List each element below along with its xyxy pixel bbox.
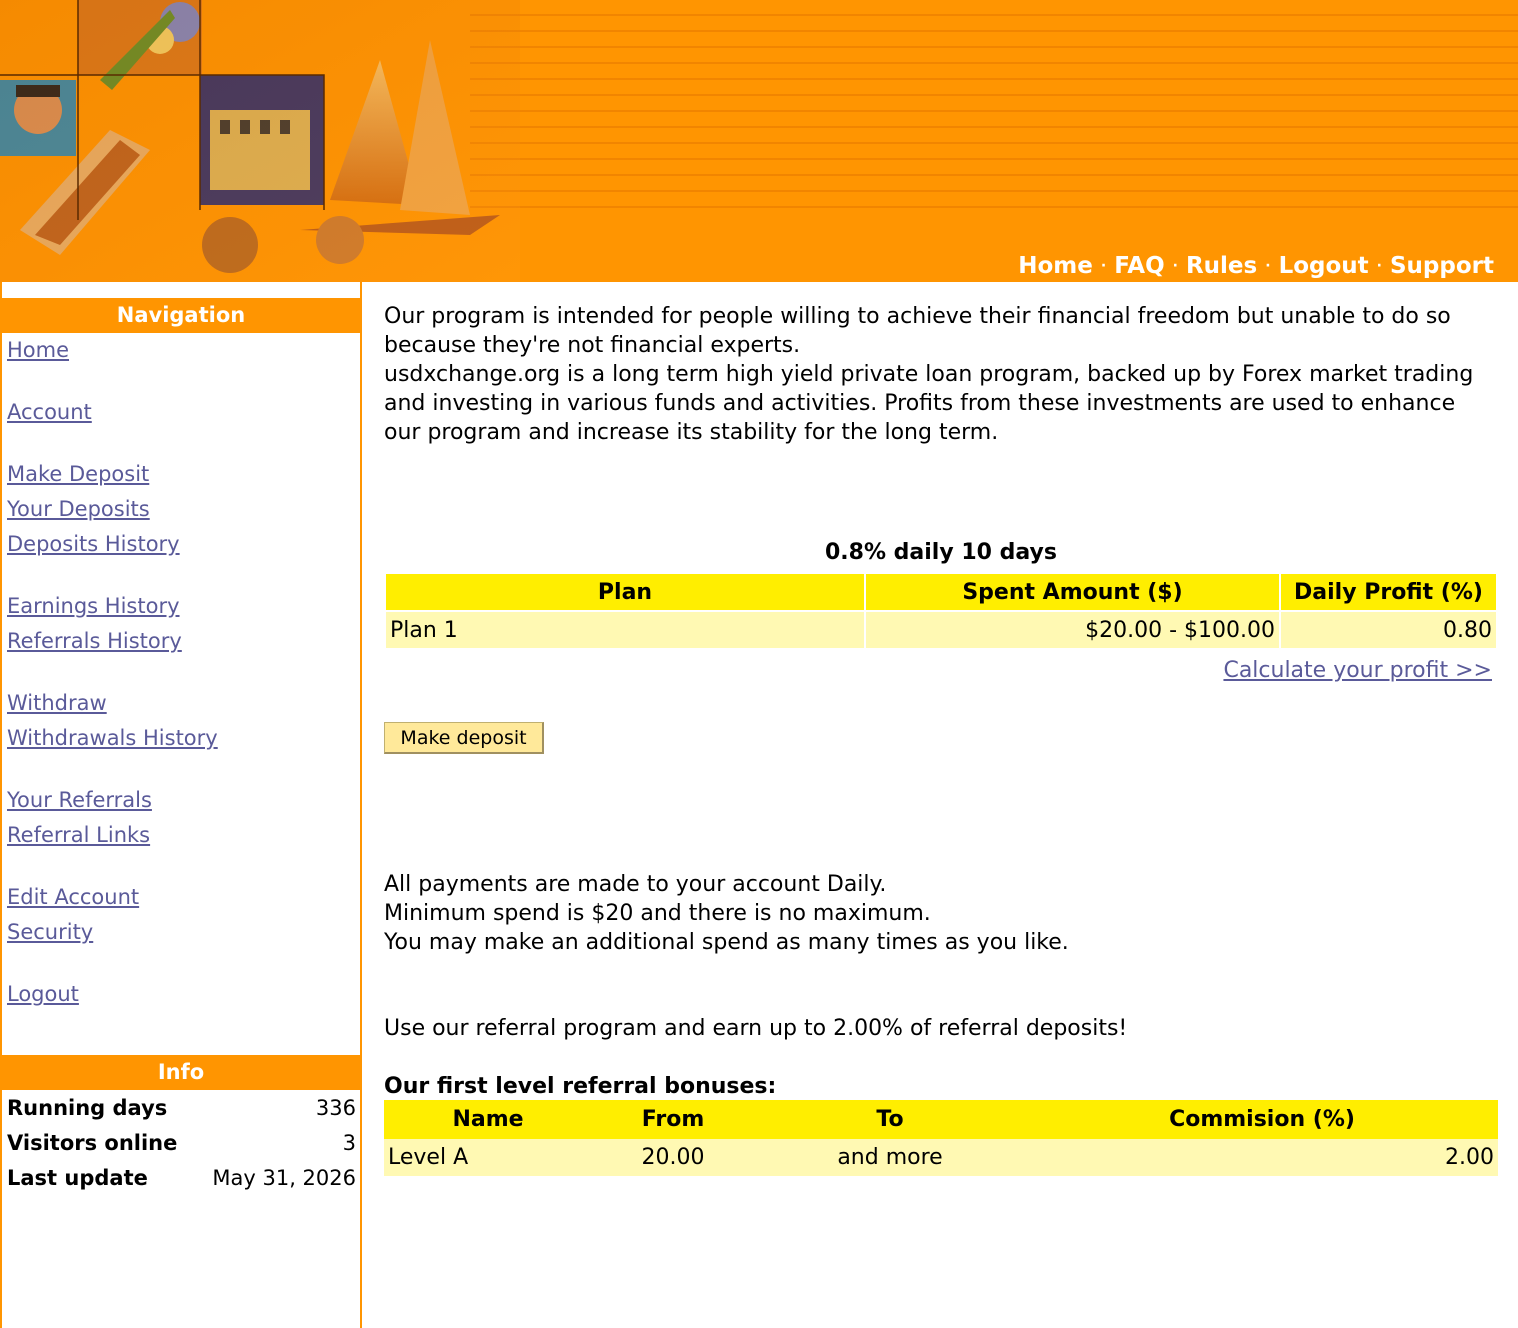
payments-line-3: You may make an additional spend as many times as you like. bbox=[384, 930, 1069, 955]
info-label: Last update bbox=[7, 1166, 148, 1190]
ref-header-commission: Commision (%) bbox=[1026, 1100, 1498, 1139]
top-navigation bbox=[1018, 252, 1494, 280]
ref-cell-name: Level A bbox=[384, 1139, 592, 1176]
referral-program-text: Use our referral program and earn up to 2.00% of referral deposits! bbox=[384, 1016, 1128, 1041]
navigation-heading: Navigation bbox=[2, 298, 360, 333]
info-heading: Info bbox=[2, 1055, 360, 1090]
plan-header-plan: Plan bbox=[386, 574, 864, 610]
calculate-profit-link[interactable]: Calculate your profit >> bbox=[1223, 658, 1492, 683]
ref-header-name: Name bbox=[384, 1100, 592, 1139]
plan-header-spent-amount: Spent Amount ($) bbox=[866, 574, 1279, 610]
plan-cell-name: Plan 1 bbox=[386, 612, 864, 648]
sidebar-link-account[interactable]: Account bbox=[7, 400, 92, 424]
ref-header-to: To bbox=[754, 1100, 1026, 1139]
sidebar-link-referral-links[interactable]: Referral Links bbox=[7, 823, 151, 847]
sidebar-link-withdraw[interactable]: Withdraw bbox=[7, 691, 107, 715]
topnav-logout-link[interactable]: Logout bbox=[1278, 253, 1369, 279]
site-header bbox=[0, 0, 1518, 282]
plan-header-daily-profit: Daily Profit (%) bbox=[1281, 574, 1496, 610]
plan-cell-amount: $20.00 - $100.00 bbox=[866, 612, 1279, 648]
ref-cell-from: 20.00 bbox=[592, 1139, 754, 1176]
topnav-home-link[interactable]: Home bbox=[1018, 253, 1093, 279]
sidebar-link-your-referrals[interactable]: Your Referrals bbox=[7, 788, 152, 812]
sidebar-link-edit-account[interactable]: Edit Account bbox=[7, 885, 140, 909]
payments-line-1: All payments are made to your account Daily. bbox=[384, 872, 887, 897]
sidebar-link-deposits-history[interactable]: Deposits History bbox=[7, 532, 180, 556]
payments-info bbox=[384, 870, 1498, 957]
topnav-faq-link[interactable]: FAQ bbox=[1114, 253, 1165, 279]
ref-header-from: From bbox=[592, 1100, 754, 1139]
referral-table bbox=[384, 1100, 1498, 1176]
table-row bbox=[386, 612, 1496, 648]
topnav-rules-link[interactable]: Rules bbox=[1185, 253, 1258, 279]
sidebar-link-referrals-history[interactable]: Referrals History bbox=[7, 629, 182, 653]
sidebar-link-your-deposits[interactable]: Your Deposits bbox=[7, 497, 150, 521]
plan-table bbox=[384, 572, 1498, 650]
sidebar-link-withdrawals-history[interactable]: Withdrawals History bbox=[7, 726, 218, 750]
make-deposit-button[interactable]: Make deposit bbox=[384, 722, 544, 754]
intro-paragraph-2: usdxchange.org is a long term high yield private loan program, backed up by Forex market trading and investing in various funds and activities. Profits from these investments are used to enhance our program and increase its stability for the long term. bbox=[384, 362, 1474, 445]
info-value: 3 bbox=[342, 1131, 356, 1155]
ref-cell-commission: 2.00 bbox=[1026, 1139, 1498, 1176]
info-value: May 31, 2026 bbox=[212, 1166, 356, 1190]
referral-bonuses-title: Our first level referral bonuses: bbox=[384, 1074, 777, 1099]
info-row-running-days bbox=[7, 1093, 356, 1123]
topnav-separator: · bbox=[1376, 258, 1382, 274]
header-collage-image bbox=[0, 0, 520, 282]
header-stripes bbox=[470, 0, 1518, 220]
plan-cell-profit: 0.80 bbox=[1281, 612, 1496, 648]
ref-cell-to: and more bbox=[754, 1139, 1026, 1176]
sidebar-link-logout[interactable]: Logout bbox=[7, 982, 79, 1006]
topnav-separator: · bbox=[1265, 258, 1271, 274]
payments-line-2: Minimum spend is $20 and there is no maximum. bbox=[384, 901, 931, 926]
intro-text bbox=[384, 302, 1498, 447]
topnav-separator: · bbox=[1100, 258, 1107, 274]
sidebar-link-make-deposit[interactable]: Make Deposit bbox=[7, 462, 150, 486]
sidebar-link-home[interactable]: Home bbox=[7, 338, 70, 362]
sidebar-link-security[interactable]: Security bbox=[7, 920, 94, 944]
info-row-last-update bbox=[7, 1163, 356, 1193]
left-sidebar bbox=[0, 282, 362, 1328]
info-label: Visitors online bbox=[7, 1131, 178, 1155]
sidebar-link-earnings-history[interactable]: Earnings History bbox=[7, 594, 180, 618]
info-value: 336 bbox=[315, 1096, 356, 1120]
topnav-support-link[interactable]: Support bbox=[1389, 253, 1494, 279]
plan-table-header-row bbox=[386, 574, 1496, 610]
referral-table-header-row bbox=[384, 1100, 1498, 1139]
info-row-visitors-online bbox=[7, 1128, 356, 1158]
topnav-separator: · bbox=[1172, 258, 1178, 274]
intro-paragraph-1: Our program is intended for people willing to achieve their financial freedom but unable to do so because they're not financial experts. bbox=[384, 304, 1451, 358]
info-label: Running days bbox=[7, 1096, 168, 1120]
plan-title: 0.8% daily 10 days bbox=[825, 540, 1057, 565]
table-row bbox=[384, 1139, 1498, 1176]
